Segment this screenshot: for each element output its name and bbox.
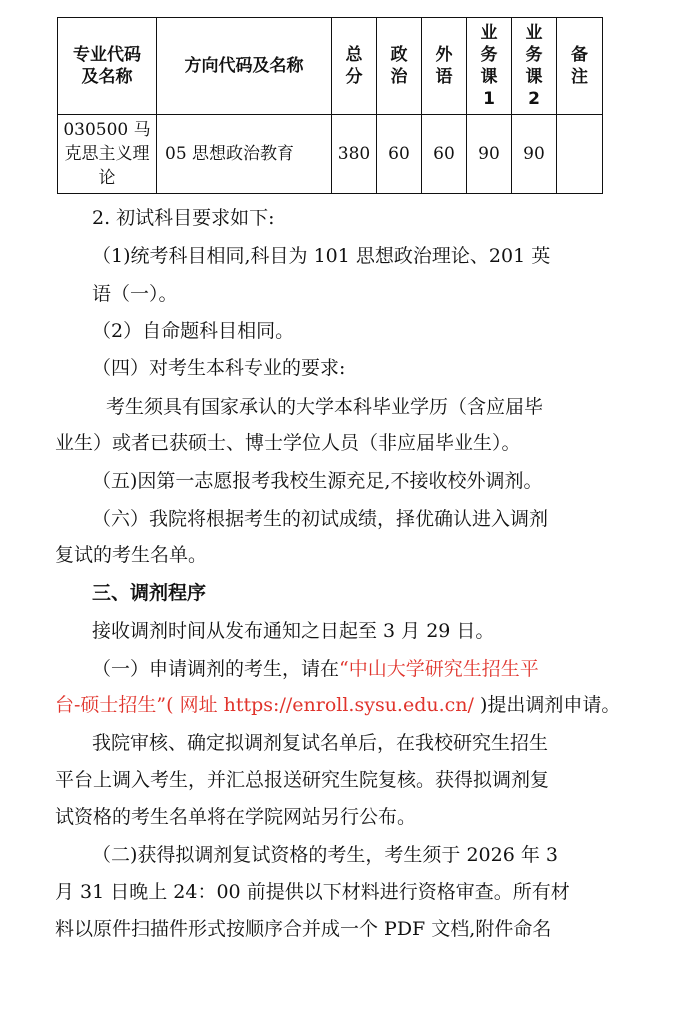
cell-course-1: 90: [467, 115, 512, 194]
header-course-1: 业务课1: [467, 18, 512, 115]
admission-requirements-table: [57, 17, 603, 194]
cell-notes: [557, 115, 603, 194]
paragraph-line: （2）自命题科目相同。: [92, 320, 295, 342]
header-course-2: 业务课2: [512, 18, 557, 115]
cell-politics: 60: [377, 115, 422, 194]
header-politics: 政治: [377, 18, 422, 115]
paragraph-line: 平台上调入考生，并汇总报送研究生院复核。获得拟调剂复: [55, 769, 550, 791]
header-notes: 备注: [557, 18, 603, 115]
paragraph-line: 料以原件扫描件形式按顺序合并成一个 PDF 文档,附件命名: [55, 918, 552, 940]
section-heading-6: （六）我院将根据考生的初试成绩，择优确认进入调剂: [92, 508, 549, 530]
table-row: [58, 115, 603, 194]
enroll-url-link[interactable]: https://enroll.sysu.edu.cn/: [223, 694, 474, 716]
paragraph-line: 试资格的考生名单将在学院网站另行公布。: [55, 806, 417, 828]
cell-course-2: 90: [512, 115, 557, 194]
platform-name-link-cont[interactable]: 台-硕士招生”: [55, 694, 167, 716]
paragraph-line: 我院审核、确定拟调剂复试名单后，在我校研究生招生: [92, 732, 549, 754]
section-heading-5: （五)因第一志愿报考我校生源充足,不接收校外调剂。: [92, 470, 543, 492]
paragraph-line: （二)获得拟调剂复试资格的考生，考生须于 2026 年 3: [92, 844, 558, 866]
section-heading-procedure: 三、调剂程序: [92, 582, 207, 604]
header-direction: 方向代码及名称: [157, 18, 332, 115]
paragraph-line: （一）申请调剂的考生，请在“中山大学研究生招生平: [92, 658, 539, 680]
table-header-row: [58, 18, 603, 115]
paragraph-line: 接收调剂时间从发布通知之日起至 3 月 29 日。: [92, 620, 495, 642]
paragraph-line: 月 31 日晚上 24：00 前提供以下材料进行资格审查。所有材: [55, 881, 570, 903]
paragraph-line: 语（一）。: [92, 283, 178, 305]
header-total: 总分: [332, 18, 377, 115]
cell-direction: 05 思想政治教育: [157, 115, 332, 194]
exam-subjects-heading: 2. 初试科目要求如下:: [92, 207, 275, 229]
section-heading-4: （四）对考生本科专业的要求:: [92, 357, 346, 379]
paragraph-line: 台-硕士招生”( 网址 https://enroll.sysu.edu.cn/ )提出调剂申请。: [55, 694, 621, 716]
header-language: 外语: [422, 18, 467, 115]
header-major: 专业代码及名称: [58, 18, 157, 115]
cell-language: 60: [422, 115, 467, 194]
paragraph-line: 考生须具有国家承认的大学本科毕业学历（含应届毕: [106, 396, 544, 418]
paragraph-line: 业生）或者已获硕士、博士学位人员（非应届毕业生）。: [55, 432, 521, 454]
paragraph-line: 复试的考生名单。: [55, 544, 208, 566]
cell-total: 380: [332, 115, 377, 194]
platform-name-link[interactable]: “中山大学研究生招生平: [339, 658, 539, 680]
cell-major: 030500 马克思主义理论: [58, 115, 157, 194]
paragraph-line: （1)统考科目相同,科目为 101 思想政治理论、201 英: [92, 245, 551, 267]
